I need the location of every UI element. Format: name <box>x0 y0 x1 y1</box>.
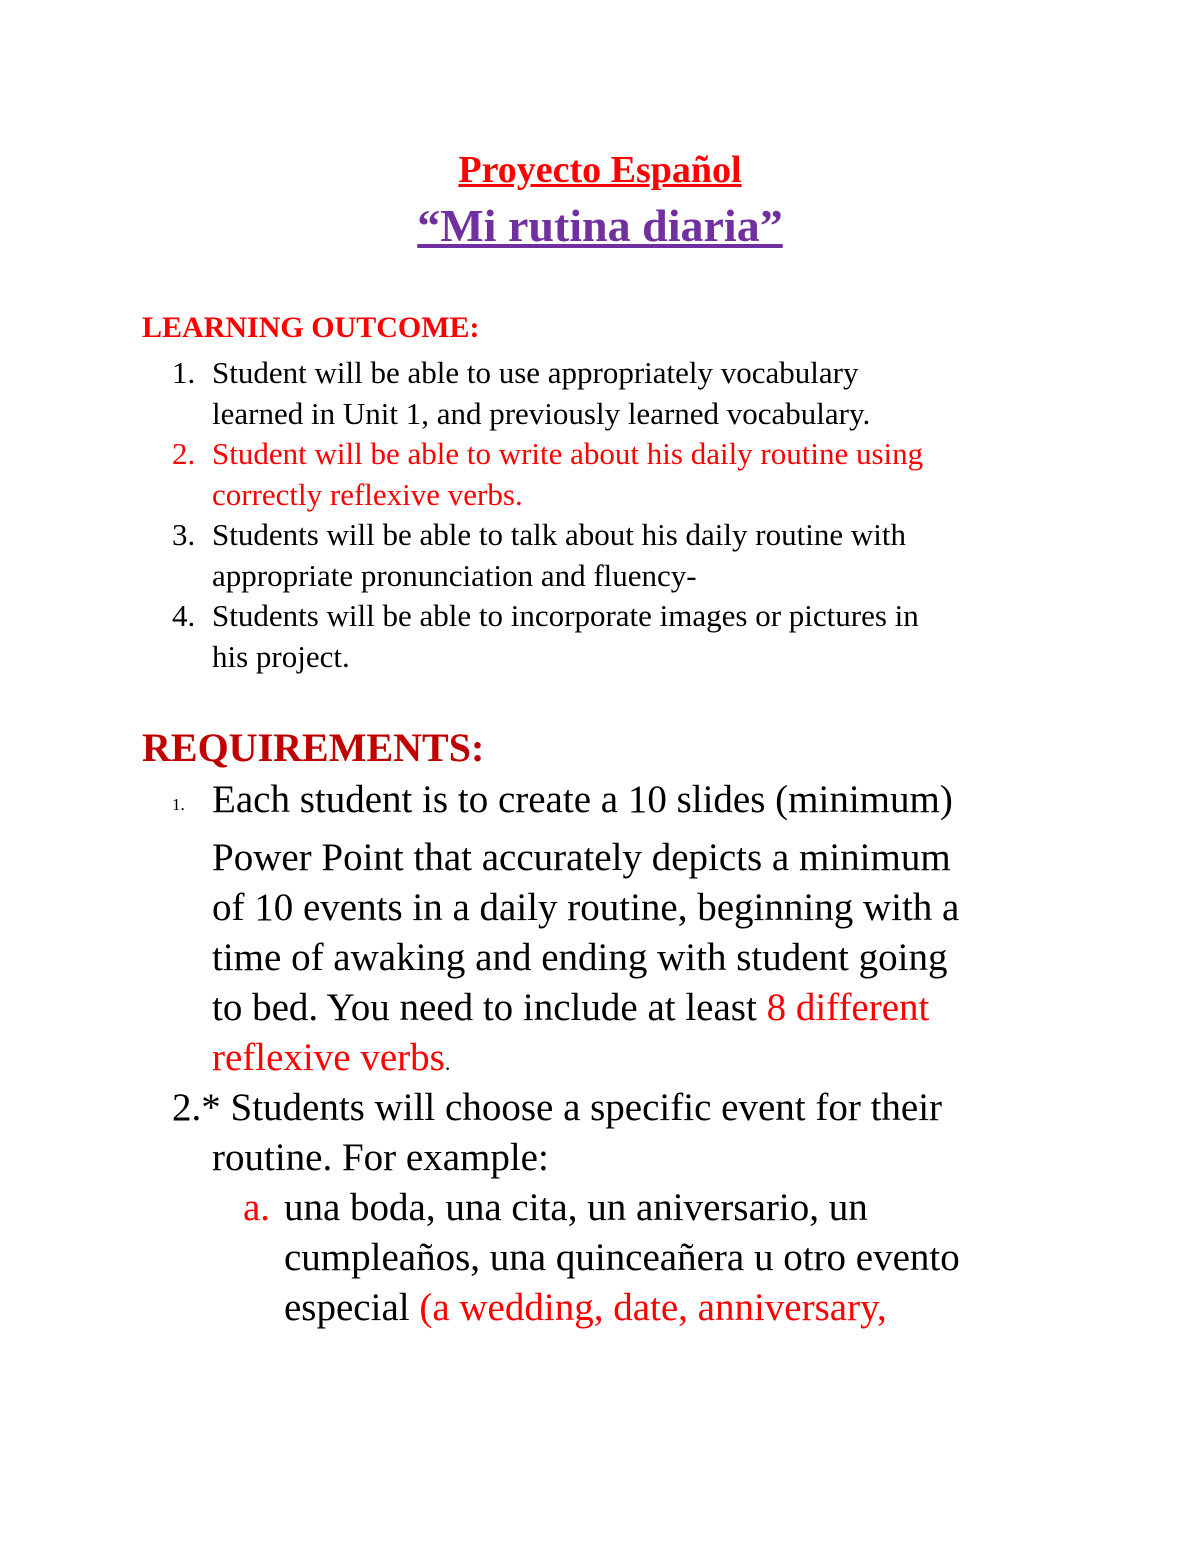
learning-outcome-heading: LEARNING OUTCOME: <box>142 311 480 344</box>
sub-item-a-line3 <box>284 1283 887 1333</box>
learning-outcome-item-4 <box>172 595 919 677</box>
highlight-text: reflexive verbs <box>212 1036 445 1079</box>
list-number: 4. <box>172 598 196 633</box>
item-text-line1: Student will be able to write about his daily routine using <box>212 436 924 471</box>
sub-item-a-line2: cumpleaños, una quinceañera u otro evento <box>284 1236 960 1279</box>
highlight-text: 8 different <box>766 986 930 1029</box>
item-text-line2: appropriate pronunciation and fluency- <box>212 558 697 593</box>
requirement-1-line1: Each student is to create a 10 slides (minimum) <box>212 778 953 821</box>
list-number: 2. <box>172 436 196 471</box>
requirement-1-line6 <box>212 1033 450 1088</box>
requirement-2-line1 <box>172 1083 942 1133</box>
item-text-line2: his project. <box>212 639 350 674</box>
learning-outcome-item-3 <box>172 514 906 596</box>
line-text: to bed. You need to include at least <box>212 986 767 1029</box>
item-text-line1: Student will be able to use appropriately vocabulary <box>212 355 859 390</box>
sub-item-a-line1: una boda, una cita, un aniversario, un <box>284 1186 868 1229</box>
list-number: 3. <box>172 517 196 552</box>
requirement-2-line2: routine. For example: <box>212 1136 549 1179</box>
requirement-1-line3: of 10 events in a daily routine, beginning with a <box>212 886 960 929</box>
learning-outcome-item-2 <box>172 433 923 515</box>
document-title: Proyecto Español <box>458 149 742 191</box>
line-text: especial <box>284 1286 420 1329</box>
requirements-heading: REQUIREMENTS: <box>142 725 485 770</box>
item-text-line1: Students will be able to talk about his daily routine with <box>212 517 906 552</box>
item-text-line2: learned in Unit 1, and previously learned vocabulary. <box>212 396 871 431</box>
requirement-1-line2: Power Point that accurately depicts a minimum <box>212 836 951 879</box>
requirement-1-line5 <box>212 983 929 1033</box>
learning-outcome-item-1 <box>172 352 870 434</box>
line-text: * Students will choose a specific event for their <box>201 1086 943 1129</box>
requirement-1-line4: time of awaking and ending with student going <box>212 936 948 979</box>
list-number: 1. <box>172 355 196 390</box>
item-text-line2: correctly reflexive verbs. <box>212 477 523 512</box>
requirement-1-number: 1. <box>172 795 185 814</box>
document-subtitle: “Mi rutina diaria” <box>417 200 783 251</box>
list-number: 2. <box>172 1086 202 1129</box>
sub-item-letter: a. <box>243 1186 271 1229</box>
item-text-line1: Students will be able to incorporate images or pictures in <box>212 598 919 633</box>
highlight-text: (a wedding, date, anniversary, <box>419 1286 887 1329</box>
line-text: . <box>444 1050 451 1075</box>
